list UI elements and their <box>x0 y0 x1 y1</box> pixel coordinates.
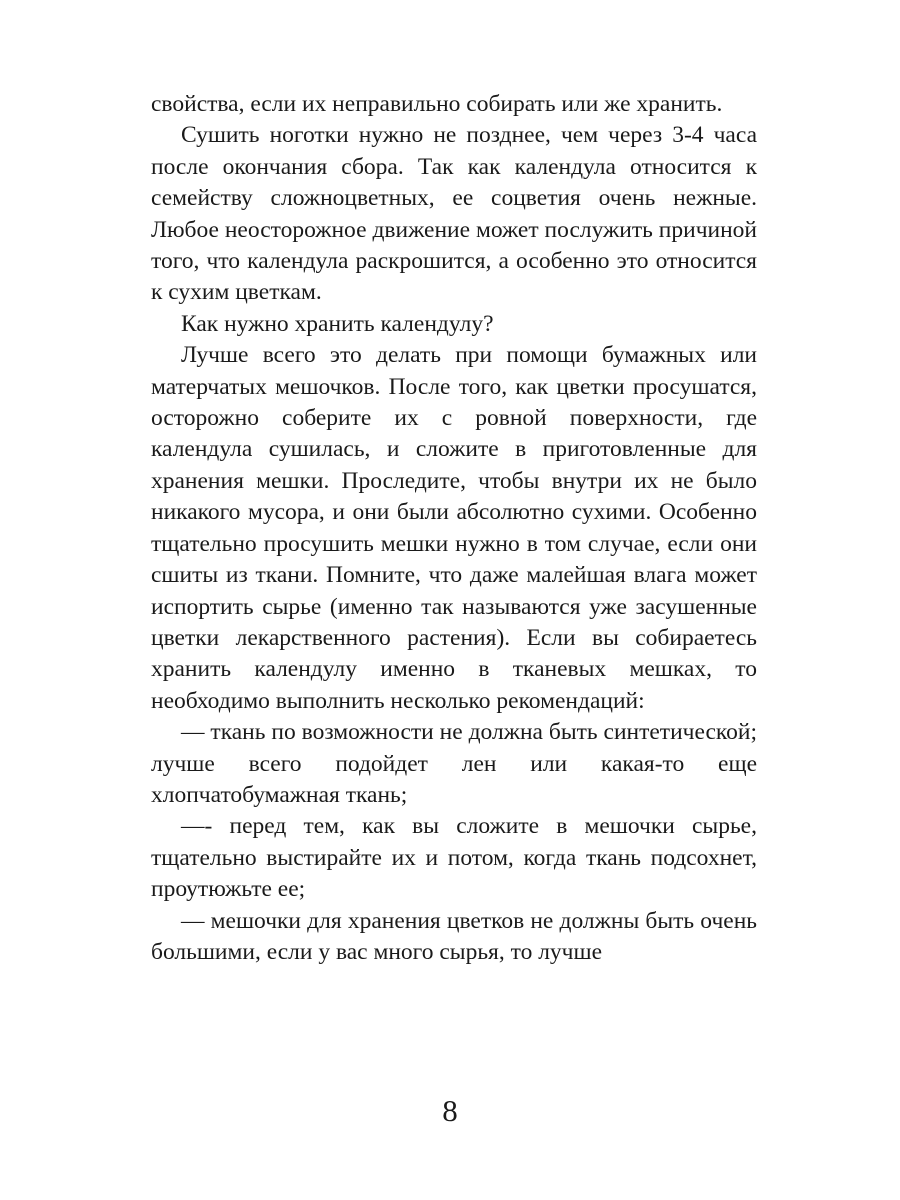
body-text <box>151 89 757 968</box>
list-item-fabric: — ткань по возможности не должна быть синтетической; лучше всего подойдет лен или какая-то еще хлопчатобумажная ткань; <box>151 719 757 808</box>
list-item-bag-size: — мешочки для хранения цветков не должны быть очень большими, если у вас много сырья, то лучше <box>151 907 757 965</box>
paragraph-drying-time: Сушить ноготки нужно не позднее, чем через 3-4 часа после окончания сбора. Так как календула относится к семейству сложноцветных, ее соцветия очень нежные. Любое неосторожное движение может послужить причиной того, что календула раскрошится, а особенно это относится к сухим цветкам. <box>151 122 757 306</box>
list-item-washing: —- перед тем, как вы сложите в мешочки сырье, тщательно выстирайте их и потом, когда ткань подсохнет, проутюжьте ее; <box>151 813 757 903</box>
paragraph-storage-bags: Лучше всего это делать при помощи бумажных или матерчатых мешочков. После того, как цветки просушатся, осторожно соберите их с ровной поверхности, где календула сушилась, и сложите в приготовленные для хранения мешки. Проследите, чтобы внутри их не было никакого мусора, и они были абсолютно сухими. Особенно тщательно просушить мешки нужно в том случае, если они сшиты из ткани. Помните, что даже малейшая влага может испортить сырье (именно так называются уже засушенные цветки лекарственного растения). Если вы собираетесь хранить календулу именно в тканевых мешках, то необходимо выполнить несколько рекомендаций: <box>151 342 757 714</box>
page-body <box>151 89 757 968</box>
page-number: 8 <box>442 1093 458 1128</box>
paragraph-storage-question: Как нужно хранить календулу? <box>181 310 494 337</box>
paragraph-continuation: свойства, если их неправильно собирать или же хранить. <box>151 91 723 117</box>
